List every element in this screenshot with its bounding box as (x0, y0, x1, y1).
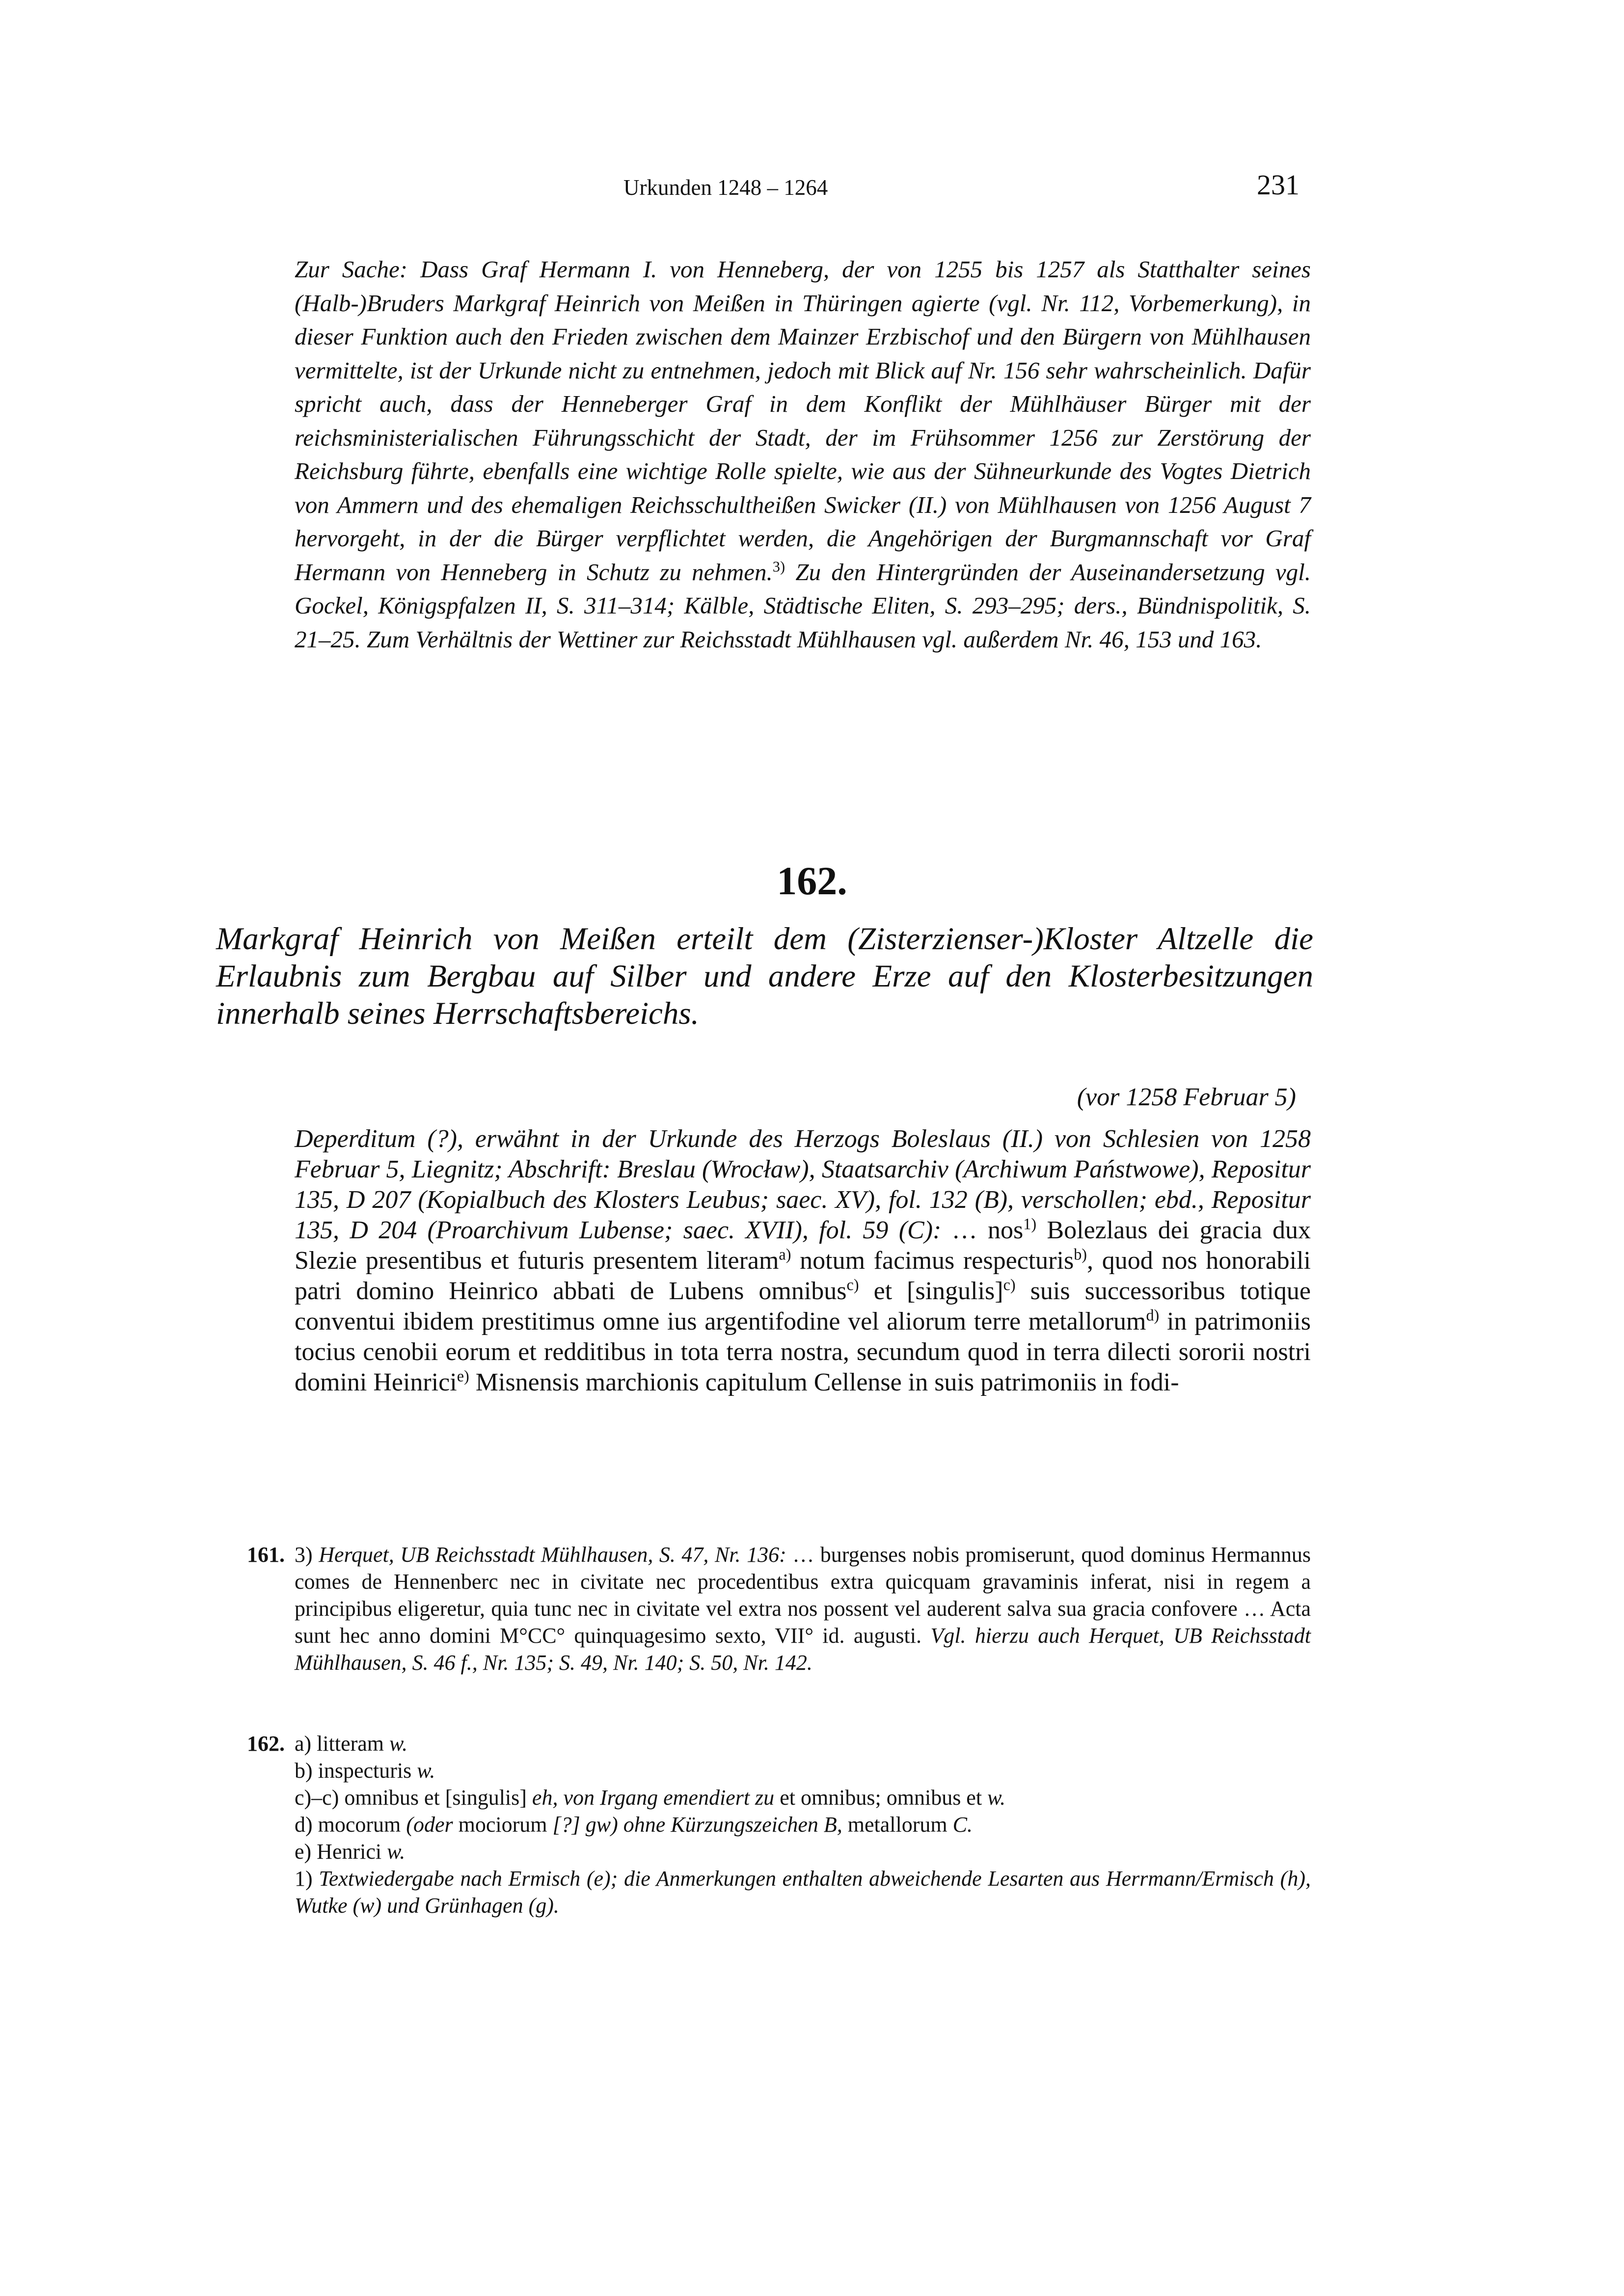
footnote-text: metallorum (842, 1813, 953, 1837)
footnote-siglum: w. (387, 1840, 406, 1864)
footnote-group-number: 162. (247, 1732, 285, 1756)
source-text: , quod nos honorabili patri domino Heinrico abbati de Lubens omnibus (295, 1247, 1311, 1305)
footnote-marker: 3) (295, 1543, 319, 1567)
document-number: 162. (777, 858, 847, 903)
footnote-ref: 1) (1023, 1215, 1037, 1233)
commentary-paragraph (295, 253, 1311, 656)
document-date: (vor 1258 Februar 5) (1077, 1083, 1296, 1111)
footnote-ref: a) (779, 1245, 791, 1263)
footnote-text: et omnibus; omnibus et (774, 1786, 988, 1810)
footnote-entry (295, 1865, 1311, 1919)
commentary-text-cont: Zu den Hintergründen der Auseinandersetzung vgl. Gockel, Königspfalzen II, S. 311–314; Kälble, Städtische Eliten, S. 293–295; ders., Bündnispolitik, S. 21–25. Zum Verhältnis der Wettiner zur Reichsstadt Mühlhausen vgl. außerdem Nr. 46, 153 und 163. (295, 558, 1311, 653)
footnote-text: mociorum (453, 1813, 553, 1837)
footnote-citation: Herquet, UB Reichsstadt Mühlhausen, S. 47, Nr. 136: (319, 1543, 786, 1567)
footnote-ref: b) (1074, 1245, 1087, 1263)
footnote-siglum: C. (952, 1813, 973, 1837)
footnote-ref: c) (846, 1276, 859, 1294)
source-text: Bolezlaus dei gracia dux Slezie presentibus et futuris presentem literam (295, 1216, 1311, 1275)
footnote-note: Textwiedergabe nach Ermisch (e); die Anmerkungen enthalten abweichende Lesarten aus Herrmann/Ermisch (h), Wutke (w) und Grünhagen (g). (295, 1867, 1311, 1918)
document-regest: Markgraf Heinrich von Meißen erteilt dem (Zisterzienser-)Kloster Altzelle die Erlaubnis zum Bergbau auf Silber und andere Erze auf den Klosterbesitzungen innerhalb seines Herrschaftsbereichs. (216, 921, 1313, 1031)
source-text: … nos (941, 1216, 1024, 1244)
source-paragraph (295, 1124, 1311, 1398)
footnote-note: (oder (406, 1813, 453, 1837)
footnote-ref: c) (1003, 1276, 1016, 1294)
footnote-ref: 3) (772, 558, 785, 575)
footnote-text: e) Henrici (295, 1840, 387, 1864)
footnote-marker: 1) (295, 1867, 319, 1891)
page-number: 231 (1257, 169, 1299, 201)
source-text: notum facimus respecturis (791, 1247, 1074, 1275)
footnote-entry (295, 1784, 1311, 1811)
footnote-siglum: w. (987, 1786, 1006, 1810)
footnote-text: a) litteram (295, 1732, 390, 1756)
footnote-entry (295, 1730, 1311, 1757)
footnote-entry (295, 1541, 1311, 1676)
footnote-siglum: w. (417, 1759, 435, 1783)
footnote-quote: … burgenses nobis promiserunt, quod dominus Hermannus comes de Hennenberc nec in civitate nec procedentibus extra quicquam gravaminis inferat, nisi in regem a principibus eligeretur, quia tunc nec in civitate vel extra nos possent vel auderent salva sua gracia confovere … Acta sunt hec anno domini M°CC° quinquagesimo sexto, VII° id. augusti. (295, 1543, 1311, 1648)
footnote-group-161 (295, 1541, 1311, 1676)
footnote-entry (295, 1838, 1311, 1865)
commentary-text: Zur Sache: Dass Graf Hermann I. von Henneberg, der von 1255 bis 1257 als Statthalter seines (Halb-)Bruders Markgraf Heinrich von Meißen in Thüringen agierte (vgl. Nr. 112, Vorbemerkung), in dieser Funktion auch den Frieden zwischen dem Mainzer Erzbischof und den Bürgern von Mühlhausen vermittelte, ist der Urkunde nicht zu entnehmen, jedoch mit Blick auf Nr. 156 sehr wahrscheinlich. Dafür spricht auch, dass der Henneberger Graf in dem Konflikt der Mühlhäuser Bürger mit der reichsministerialischen Führungsschicht der Stadt, der im Frühsommer 1256 zur Zerstörung der Reichsburg führte, ebenfalls eine wichtige Rolle spielte, wie aus der Sühneurkunde des Vogtes Dietrich von Ammern und des ehemaligen Reichsschultheißen Swicker (II.) von Mühlhausen von 1256 August 7 hervorgeht, in der die Bürger verpflichtet werden, die Angehörigen der Burgmannschaft vor Graf Hermann von Henneberg in Schutz zu nehmen. (295, 256, 1311, 586)
footnote-reference: Vgl. hierzu auch Herquet, UB Reichsstadt Mühlhausen, S. 46 f., Nr. 135; S. 49, Nr. 140; S. 50, Nr. 142. (295, 1624, 1311, 1675)
source-text: suis successoribus totique conventui ibidem prestitimus omne ius argentifodine vel aliorum terre metallorum (295, 1277, 1311, 1335)
footnote-note: eh, von Irgang emendiert zu (532, 1786, 775, 1810)
footnote-entry (295, 1757, 1311, 1784)
footnote-group-162 (295, 1730, 1311, 1919)
footnote-ref: e) (457, 1367, 469, 1385)
source-text: et [singulis] (859, 1277, 1003, 1305)
footnote-text: c)–c) omnibus et [singulis] (295, 1786, 532, 1810)
source-description: Deperditum (?), erwähnt in der Urkunde des Herzogs Boleslaus (II.) von Schlesien von 1258 Februar 5, Liegnitz; Abschrift: Breslau (Wrocław), Staatsarchiv (Archiwum Państwowe), Repositur 135, D 207 (Kopialbuch des Klosters Leubus; saec. XV), fol. 132 (B), verschollen; ebd., Repositur 135, D 204 (Proarchivum Lubense; saec. XVII), fol. 59 (C): (295, 1125, 1311, 1244)
footnote-note: [?] gw) ohne Kürzungszeichen B, (552, 1813, 842, 1837)
source-text: Misnensis marchionis capitulum Cellense in suis patrimoniis in fodi- (469, 1368, 1179, 1396)
footnote-ref: d) (1146, 1306, 1160, 1324)
footnote-group-number: 161. (247, 1543, 285, 1567)
source-text: in patrimoniis tocius cenobii eorum et redditibus in tota terra nostra, secundum quod in terra dilecti sororii nostri domini Heinrici (295, 1308, 1311, 1396)
footnote-text: b) inspecturis (295, 1759, 417, 1783)
footnote-siglum: w. (389, 1732, 408, 1756)
footnote-text: d) mocorum (295, 1813, 406, 1837)
running-title: Urkunden 1248 – 1264 (623, 175, 828, 200)
footnote-entry (295, 1811, 1311, 1838)
